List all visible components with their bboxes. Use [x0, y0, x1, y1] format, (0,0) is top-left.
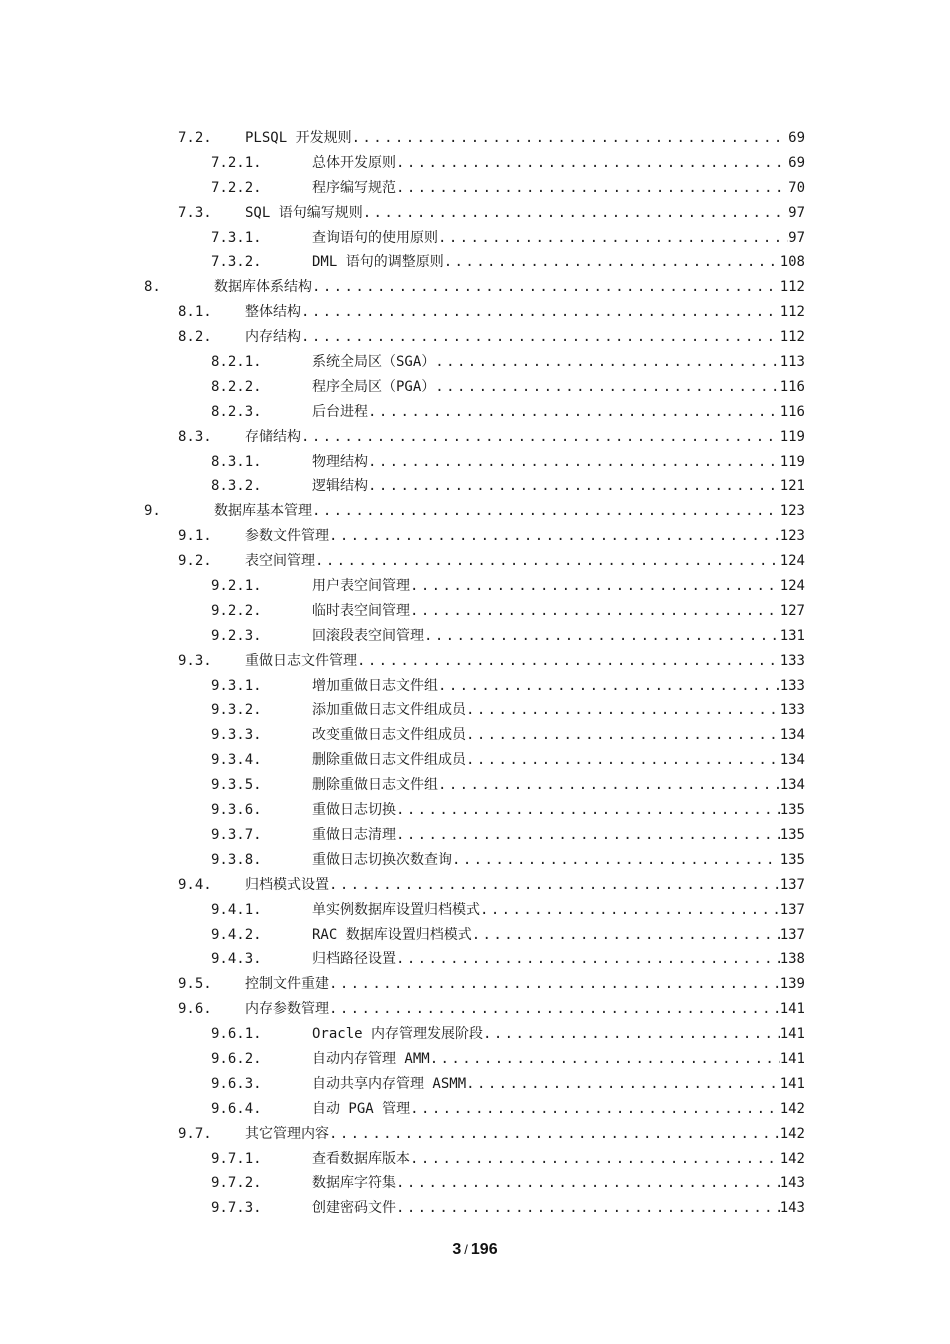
- toc-entry-line: [312, 250, 805, 275]
- toc-entry[interactable]: [0, 624, 950, 649]
- toc-entry-number: 9.: [144, 503, 161, 520]
- toc-entry[interactable]: [0, 450, 950, 475]
- toc-entry-title[interactable]: 归档路径设置: [312, 951, 396, 968]
- toc-entry-line: [245, 325, 805, 350]
- toc-entry[interactable]: [0, 275, 950, 300]
- toc-entry-number: 9.3.8.: [211, 851, 262, 868]
- toc-entry[interactable]: [0, 549, 950, 574]
- toc-entry-title[interactable]: 数据库基本管理: [214, 503, 312, 520]
- toc-entry-number: 9.7.: [178, 1125, 212, 1142]
- toc-entry-line: [312, 674, 805, 699]
- dot-leader: [396, 798, 780, 823]
- toc-entry-line: [312, 574, 805, 599]
- toc-entry-number: 8.2.: [178, 329, 212, 346]
- toc-entry-title[interactable]: 表空间管理: [245, 553, 315, 570]
- dot-leader: [315, 549, 780, 574]
- dot-leader: [410, 574, 780, 599]
- toc-entry-page[interactable]: 113: [779, 354, 805, 371]
- toc-entry-page[interactable]: 124: [779, 578, 805, 595]
- dot-leader: [480, 898, 780, 923]
- toc-entry-number: 9.3.6.: [211, 802, 262, 819]
- toc-entry[interactable]: [0, 176, 950, 201]
- toc-entry-line: [214, 275, 805, 300]
- toc-entry-page[interactable]: 121: [779, 478, 805, 495]
- toc-entry-line: [312, 1072, 805, 1097]
- toc-entry-page[interactable]: 133: [779, 652, 805, 669]
- toc-entry[interactable]: [0, 723, 950, 748]
- toc-entry-title[interactable]: 查看数据库版本: [312, 1150, 410, 1167]
- toc-entry-line: [312, 848, 805, 873]
- toc-entry-page[interactable]: 134: [779, 727, 805, 744]
- toc-entry-title[interactable]: Oracle 内存管理发展阶段: [312, 1026, 484, 1043]
- toc-entry-title[interactable]: 改变重做日志文件组成员: [312, 727, 466, 744]
- toc-entry[interactable]: [0, 848, 950, 873]
- toc-entry[interactable]: [0, 972, 950, 997]
- toc-entry-title[interactable]: 自动 PGA 管理: [312, 1100, 411, 1117]
- toc-entry-number: 8.2.3.: [211, 403, 262, 420]
- toc-entry[interactable]: [0, 947, 950, 972]
- toc-entry-number: 9.2.3.: [211, 627, 262, 644]
- toc-entry-page[interactable]: 112: [779, 329, 805, 346]
- toc-entry-title[interactable]: 数据库字符集: [312, 1175, 396, 1192]
- toc-entry-number: 9.6.4.: [211, 1100, 262, 1117]
- toc-entry-title[interactable]: 重做日志文件管理: [245, 652, 357, 669]
- toc-entry-page[interactable]: 137: [779, 901, 805, 918]
- toc-entry-title[interactable]: 查询语句的使用原则: [312, 229, 438, 246]
- dot-leader: [452, 848, 780, 873]
- toc-entry[interactable]: [0, 1097, 950, 1122]
- toc-entry-title[interactable]: 重做日志切换次数查询: [312, 851, 452, 868]
- toc-entry-line: [245, 425, 805, 450]
- toc-entry-line: [312, 1022, 805, 1047]
- toc-entry-title[interactable]: 自动内存管理 AMM: [312, 1050, 430, 1067]
- toc-entry[interactable]: [0, 649, 950, 674]
- toc-entry-line: [312, 748, 805, 773]
- toc-entry-page[interactable]: 127: [779, 602, 805, 619]
- toc-entry-line: [312, 1171, 805, 1196]
- toc-entry-line: [245, 524, 805, 549]
- toc-entry-line: [312, 798, 805, 823]
- toc-entry-line: [245, 549, 805, 574]
- toc-entry-line: [312, 923, 805, 948]
- toc-entry-title[interactable]: PLSQL 开发规则: [245, 130, 352, 146]
- toc-entry-line: [312, 898, 805, 923]
- toc-entry-number: 9.3.: [178, 652, 212, 669]
- dot-leader: [301, 425, 780, 450]
- toc-entry-title[interactable]: 物理结构: [312, 453, 368, 470]
- toc-entry-line: [312, 474, 805, 499]
- toc-entry[interactable]: [0, 773, 950, 798]
- toc-entry-line: [214, 499, 805, 524]
- toc-entry-page[interactable]: 108: [779, 254, 805, 271]
- toc-entry-title[interactable]: 整体结构: [245, 304, 301, 321]
- toc-entry-page[interactable]: 134: [779, 752, 805, 769]
- toc-entry-page[interactable]: 97: [788, 204, 805, 221]
- toc-entry-title[interactable]: 用户表空间管理: [312, 578, 410, 595]
- dot-leader: [410, 1097, 780, 1122]
- toc-entry-page[interactable]: 141: [779, 1075, 805, 1092]
- toc-entry[interactable]: [0, 674, 950, 699]
- dot-leader: [466, 698, 780, 723]
- toc-entry-page[interactable]: 143: [779, 1175, 805, 1192]
- toc-entry-line: [245, 873, 805, 898]
- toc-entry-number: 9.2.: [178, 553, 212, 570]
- toc-entry-number: 9.4.: [178, 876, 212, 893]
- toc-entry-number: 7.2.2.: [211, 179, 262, 196]
- toc-entry-line: [245, 201, 805, 226]
- toc-entry-title[interactable]: 删除重做日志文件组成员: [312, 752, 466, 769]
- toc-entry-page[interactable]: 141: [779, 1001, 805, 1018]
- dot-leader: [435, 350, 779, 375]
- toc-entry-page[interactable]: 133: [779, 677, 805, 694]
- toc-entry[interactable]: [0, 574, 950, 599]
- toc-entry-number: 9.6.2.: [211, 1050, 262, 1067]
- toc-entry-number: 8.3.1.: [211, 453, 262, 470]
- toc-entry-title[interactable]: 逻辑结构: [312, 478, 368, 495]
- dot-leader: [396, 947, 780, 972]
- toc-entry-number: 7.3.: [178, 204, 212, 221]
- dot-leader: [466, 723, 780, 748]
- toc-entry-title[interactable]: RAC 数据库设置归档模式: [312, 926, 472, 943]
- toc-entry-number: 9.7.2.: [211, 1175, 262, 1192]
- toc-entry-title[interactable]: 总体开发原则: [312, 154, 396, 171]
- toc-entry-line: [312, 1097, 805, 1122]
- total-pages-number: 196: [470, 1241, 498, 1258]
- toc-entry-number: 9.3.1.: [211, 677, 262, 694]
- toc-entry-title[interactable]: 后台进程: [312, 403, 368, 420]
- toc-entry-page[interactable]: 138: [779, 951, 805, 968]
- dot-leader: [396, 151, 788, 176]
- dot-leader: [363, 201, 788, 226]
- toc-entry-page[interactable]: 69: [788, 154, 805, 171]
- toc-entry-line: [312, 1196, 805, 1221]
- toc-entry[interactable]: [0, 873, 950, 898]
- dot-leader: [329, 972, 780, 997]
- toc-entry[interactable]: [0, 798, 950, 823]
- dot-leader: [438, 773, 780, 798]
- toc-entry-page[interactable]: 116: [779, 378, 805, 395]
- toc-entry-page[interactable]: 135: [779, 826, 805, 843]
- toc-entry-number: 9.3.7.: [211, 826, 262, 843]
- toc-entry[interactable]: [0, 1022, 950, 1047]
- toc-entry[interactable]: [0, 250, 950, 275]
- dot-leader: [329, 524, 780, 549]
- toc-entry-number: 7.2.: [178, 130, 212, 146]
- toc-entry-number: 7.3.1.: [211, 229, 262, 246]
- toc-entry[interactable]: [0, 1047, 950, 1072]
- toc-entry-title[interactable]: DML 语句的调整原则: [312, 254, 444, 271]
- toc-entry-line: [245, 126, 805, 151]
- toc-entry-page[interactable]: 142: [779, 1125, 805, 1142]
- toc-entry-number: 8.2.1.: [211, 354, 262, 371]
- toc-entry-line: [312, 226, 805, 251]
- toc-entry-number: 8.1.: [178, 304, 212, 321]
- dot-leader: [329, 1122, 780, 1147]
- toc-entry[interactable]: [0, 698, 950, 723]
- dot-leader: [396, 823, 780, 848]
- dot-leader: [312, 275, 780, 300]
- toc-entry-line: [312, 773, 805, 798]
- toc-entry-page[interactable]: 112: [779, 304, 805, 321]
- toc-entry-title[interactable]: 系统全局区（SGA）: [312, 354, 436, 371]
- toc-entry-page[interactable]: 135: [779, 802, 805, 819]
- toc-entry[interactable]: [0, 1147, 950, 1172]
- toc-entry-page[interactable]: 69: [788, 130, 805, 146]
- toc-entry-title[interactable]: 内存参数管理: [245, 1001, 329, 1018]
- toc-entry-page[interactable]: 141: [779, 1026, 805, 1043]
- toc-entry[interactable]: [0, 201, 950, 226]
- toc-entry[interactable]: [0, 425, 950, 450]
- toc-entry-title[interactable]: 归档模式设置: [245, 876, 329, 893]
- toc-entry-number: 9.3.5.: [211, 777, 262, 794]
- toc-entry[interactable]: [0, 1122, 950, 1147]
- toc-entry-number: 9.6.3.: [211, 1075, 262, 1092]
- toc-entry-number: 7.3.2.: [211, 254, 262, 271]
- table-of-contents: [0, 126, 950, 1221]
- toc-entry[interactable]: [0, 1196, 950, 1221]
- toc-entry-title[interactable]: 删除重做日志文件组: [312, 777, 438, 794]
- toc-entry[interactable]: [0, 923, 950, 948]
- toc-entry-title[interactable]: SQL 语句编写规则: [245, 204, 363, 221]
- toc-entry[interactable]: [0, 325, 950, 350]
- current-page-number: 3: [452, 1241, 462, 1258]
- dot-leader: [329, 873, 780, 898]
- toc-entry-title[interactable]: 参数文件管理: [245, 528, 329, 545]
- toc-entry-number: 9.7.1.: [211, 1150, 262, 1167]
- toc-entry-number: 7.2.1.: [211, 154, 262, 171]
- toc-entry-number: 9.4.3.: [211, 951, 262, 968]
- toc-entry-page[interactable]: 112: [779, 279, 805, 296]
- toc-entry-title[interactable]: 添加重做日志文件组成员: [312, 702, 466, 719]
- dot-leader: [352, 126, 789, 151]
- toc-entry-title[interactable]: 临时表空间管理: [312, 602, 410, 619]
- toc-entry-title[interactable]: 重做日志切换: [312, 802, 396, 819]
- toc-entry-title[interactable]: 程序全局区（PGA）: [312, 378, 436, 395]
- dot-leader: [396, 176, 788, 201]
- toc-entry-number: 9.7.3.: [211, 1200, 262, 1217]
- toc-entry-line: [312, 1147, 805, 1172]
- dot-leader: [430, 1047, 780, 1072]
- toc-entry-line: [245, 649, 805, 674]
- dot-leader: [472, 923, 780, 948]
- toc-entry-title[interactable]: 单实例数据库设置归档模式: [312, 901, 480, 918]
- dot-leader: [396, 1196, 780, 1221]
- toc-entry-page[interactable]: 123: [779, 528, 805, 545]
- toc-entry[interactable]: [0, 474, 950, 499]
- toc-entry-line: [312, 624, 805, 649]
- toc-entry-number: 8.3.2.: [211, 478, 262, 495]
- toc-entry-number: 9.6.: [178, 1001, 212, 1018]
- toc-entry-page[interactable]: 123: [779, 503, 805, 520]
- toc-entry-page[interactable]: 139: [779, 976, 805, 993]
- toc-entry-line: [312, 450, 805, 475]
- dot-leader: [301, 325, 780, 350]
- dot-leader: [438, 674, 780, 699]
- toc-entry-number: 9.6.1.: [211, 1026, 262, 1043]
- toc-entry[interactable]: [0, 151, 950, 176]
- page-separator: /: [464, 1242, 468, 1257]
- toc-entry-number: 9.3.2.: [211, 702, 262, 719]
- toc-entry-line: [245, 300, 805, 325]
- dot-leader: [410, 1147, 780, 1172]
- dot-leader: [396, 1171, 780, 1196]
- toc-entry[interactable]: [0, 350, 950, 375]
- toc-entry-line: [312, 947, 805, 972]
- toc-entry-number: 9.3.3.: [211, 727, 262, 744]
- toc-entry[interactable]: [0, 1171, 950, 1196]
- toc-entry-line: [245, 1122, 805, 1147]
- toc-entry-number: 9.2.1.: [211, 578, 262, 595]
- toc-entry[interactable]: [0, 499, 950, 524]
- toc-entry-page[interactable]: 141: [779, 1050, 805, 1067]
- toc-entry-number: 8.2.2.: [211, 378, 262, 395]
- toc-entry-number: 8.: [144, 279, 161, 296]
- toc-entry[interactable]: [0, 300, 950, 325]
- toc-entry-number: 9.5.: [178, 976, 212, 993]
- dot-leader: [483, 1022, 780, 1047]
- toc-entry[interactable]: [0, 126, 950, 151]
- toc-entry-page[interactable]: 137: [779, 876, 805, 893]
- toc-entry-page[interactable]: 142: [779, 1100, 805, 1117]
- toc-entry-page[interactable]: 124: [779, 553, 805, 570]
- toc-entry[interactable]: [0, 997, 950, 1022]
- toc-entry-title[interactable]: 数据库体系结构: [214, 279, 312, 296]
- toc-entry-line: [312, 400, 805, 425]
- toc-entry[interactable]: [0, 524, 950, 549]
- toc-entry-page[interactable]: 142: [779, 1150, 805, 1167]
- dot-leader: [357, 649, 780, 674]
- toc-entry-line: [312, 375, 805, 400]
- dot-leader: [329, 997, 780, 1022]
- toc-entry-title[interactable]: 内存结构: [245, 329, 301, 346]
- toc-entry-title[interactable]: 回滚段表空间管理: [312, 627, 424, 644]
- toc-entry-line: [312, 350, 805, 375]
- toc-entry-title[interactable]: 其它管理内容: [245, 1125, 329, 1142]
- dot-leader: [444, 250, 780, 275]
- toc-entry-page[interactable]: 119: [779, 453, 805, 470]
- toc-entry[interactable]: [0, 375, 950, 400]
- toc-entry-page[interactable]: 134: [779, 777, 805, 794]
- toc-entry-title[interactable]: 创建密码文件: [312, 1200, 396, 1217]
- toc-entry-line: [245, 972, 805, 997]
- toc-entry-line: [312, 599, 805, 624]
- dot-leader: [410, 599, 780, 624]
- toc-entry-title[interactable]: 存储结构: [245, 428, 301, 445]
- toc-entry-page[interactable]: 70: [788, 179, 805, 196]
- toc-entry-number: 9.3.4.: [211, 752, 262, 769]
- toc-entry-number: 9.4.2.: [211, 926, 262, 943]
- toc-entry-title[interactable]: 程序编写规范: [312, 179, 396, 196]
- toc-entry[interactable]: [0, 748, 950, 773]
- toc-entry[interactable]: [0, 226, 950, 251]
- toc-entry-number: 9.2.2.: [211, 602, 262, 619]
- toc-entry[interactable]: [0, 898, 950, 923]
- dot-leader: [368, 474, 780, 499]
- toc-entry-page[interactable]: 119: [779, 428, 805, 445]
- toc-entry[interactable]: [0, 823, 950, 848]
- toc-entry-page[interactable]: 97: [788, 229, 805, 246]
- toc-entry-line: [245, 997, 805, 1022]
- toc-entry[interactable]: [0, 400, 950, 425]
- toc-entry-page[interactable]: 131: [779, 627, 805, 644]
- dot-leader: [368, 400, 780, 425]
- toc-entry-page[interactable]: 133: [779, 702, 805, 719]
- toc-entry-page[interactable]: 137: [779, 926, 805, 943]
- toc-entry-line: [312, 1047, 805, 1072]
- dot-leader: [466, 1072, 780, 1097]
- page-number-footer: [0, 1241, 950, 1259]
- toc-entry-title[interactable]: 控制文件重建: [245, 976, 329, 993]
- toc-entry-number: 9.1.: [178, 528, 212, 545]
- toc-entry-page[interactable]: 143: [779, 1200, 805, 1217]
- toc-entry-number: 9.4.1.: [211, 901, 262, 918]
- toc-entry-line: [312, 151, 805, 176]
- toc-entry-page[interactable]: 135: [779, 851, 805, 868]
- toc-entry-page[interactable]: 116: [779, 403, 805, 420]
- dot-leader: [466, 748, 780, 773]
- toc-entry-line: [312, 698, 805, 723]
- toc-entry-line: [312, 823, 805, 848]
- toc-entry[interactable]: [0, 1072, 950, 1097]
- dot-leader: [435, 375, 779, 400]
- toc-entry-number: 8.3.: [178, 428, 212, 445]
- toc-entry-title[interactable]: 自动共享内存管理 ASMM: [312, 1075, 467, 1092]
- dot-leader: [424, 624, 780, 649]
- toc-entry[interactable]: [0, 599, 950, 624]
- toc-entry-line: [312, 176, 805, 201]
- dot-leader: [368, 450, 780, 475]
- toc-entry-line: [312, 723, 805, 748]
- dot-leader: [301, 300, 780, 325]
- toc-entry-title[interactable]: 增加重做日志文件组: [312, 677, 438, 694]
- dot-leader: [438, 226, 788, 251]
- toc-entry-title[interactable]: 重做日志清理: [312, 826, 396, 843]
- dot-leader: [312, 499, 780, 524]
